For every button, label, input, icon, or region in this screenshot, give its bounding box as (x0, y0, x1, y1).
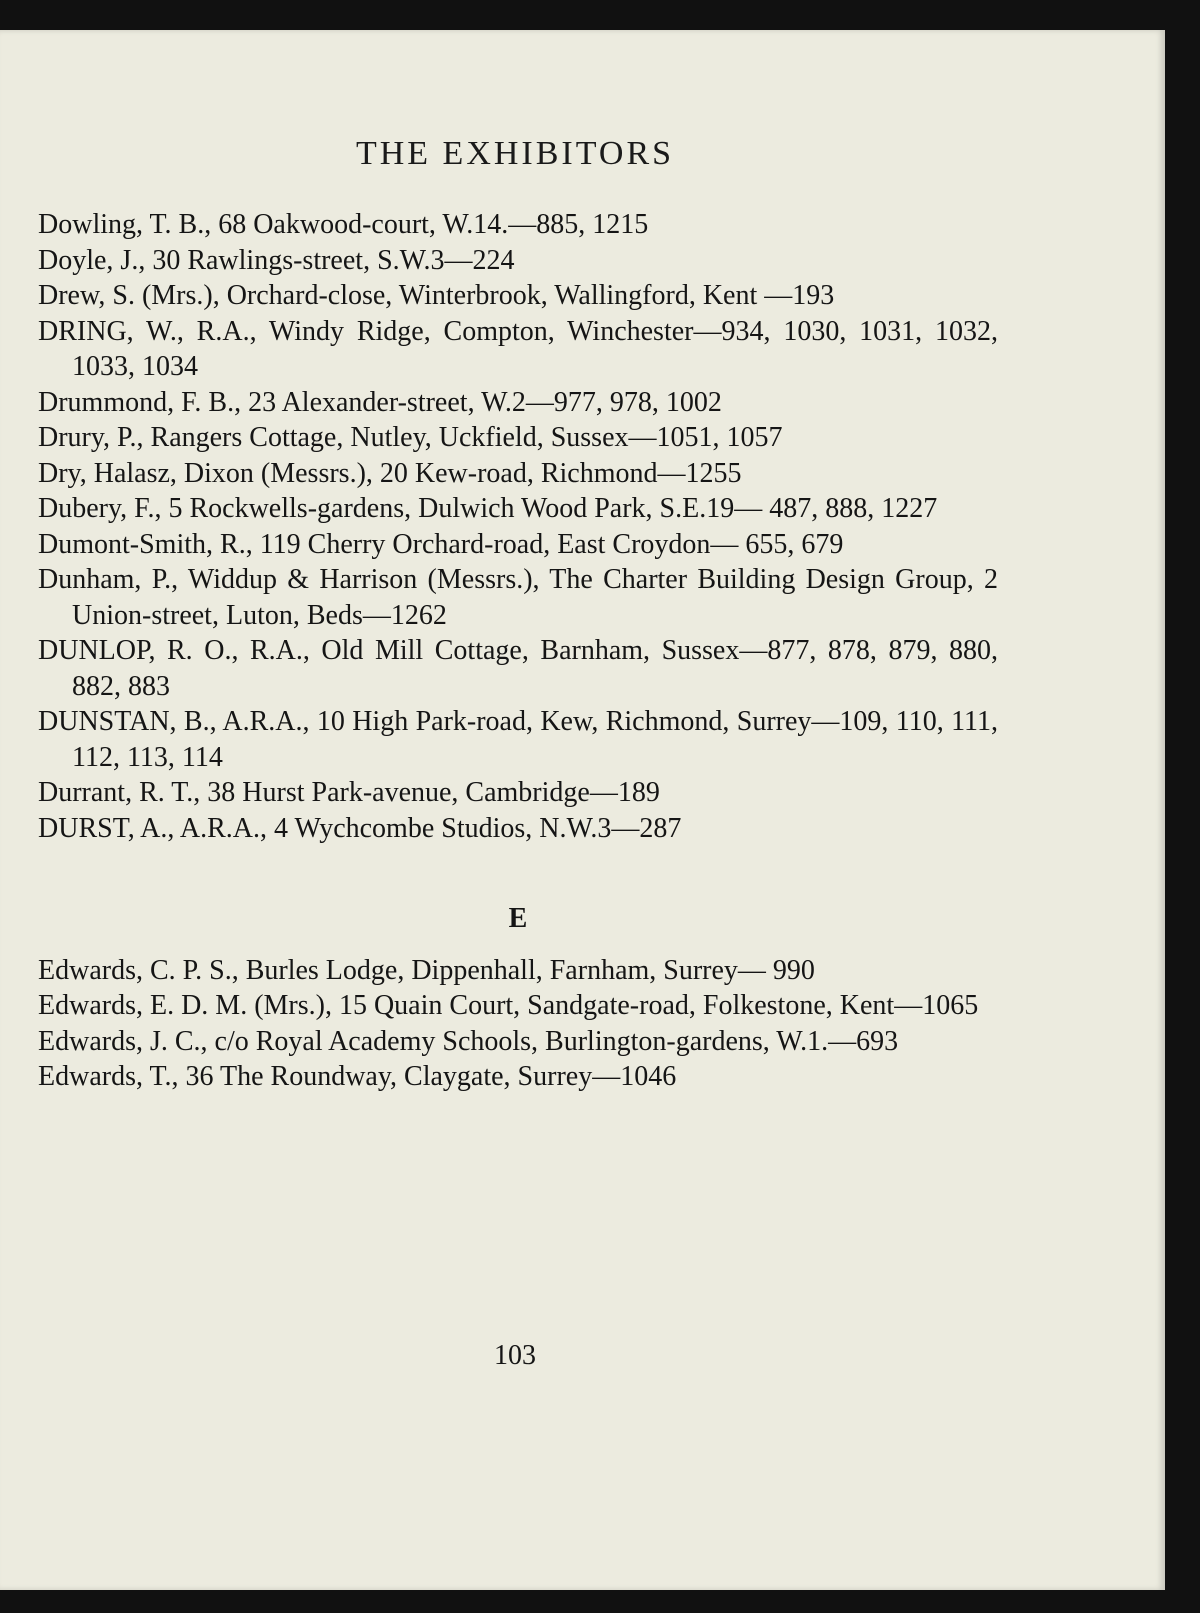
list-item: Drew, S. (Mrs.), Orchard-close, Winterbrook, Wallingford, Kent —193 (38, 280, 835, 311)
list-item: DUNLOP, R. O., R.A., Old Mill Cottage, Barnham, Sussex—877, 878, 879, 880, 882, 883 (38, 635, 998, 702)
exhibitor-list (38, 207, 998, 1095)
section-letter: E (508, 903, 528, 934)
list-item: Edwards, E. D. M. (Mrs.), 15 Quain Court, Sandgate-road, Folkestone, Kent—1065 (38, 990, 979, 1021)
list-item: Dunham, P., Widdup & Harrison (Messrs.), The Charter Building Design Group, 2 Union-street, Luton, Beds—1262 (38, 564, 998, 631)
list-item: Drury, P., Rangers Cottage, Nutley, Uckfield, Sussex—1051, 1057 (38, 422, 783, 453)
list-item: Dubery, F., 5 Rockwells-gardens, Dulwich Wood Park, S.E.19— 487, 888, 1227 (38, 493, 938, 524)
list-item: Dowling, T. B., 68 Oakwood-court, W.14.—885, 1215 (38, 209, 649, 240)
list-item: Edwards, J. C., c/o Royal Academy Schools, Burlington-gardens, W.1.—693 (38, 1025, 899, 1057)
page-number: 103 (494, 1340, 536, 1371)
list-item: Edwards, T., 36 The Roundway, Claygate, Surrey—1046 (38, 1061, 677, 1092)
list-item: DURST, A., A.R.A., 4 Wychcombe Studios, N.W.3—287 (38, 812, 682, 844)
page-title: THE EXHIBITORS (355, 135, 675, 172)
list-item: Dry, Halasz, Dixon (Messrs.), 20 Kew-road, Richmond—1255 (38, 457, 742, 489)
list-item: DUNSTAN, B., A.R.A., 10 High Park-road, Kew, Richmond, Surrey—109, 110, 111, 112, 113, 114 (38, 706, 998, 773)
list-item: Doyle, J., 30 Rawlings-street, S.W.3—224 (38, 244, 515, 276)
list-item: Edwards, C. P. S., Burles Lodge, Dippenhall, Farnham, Surrey— 990 (38, 954, 815, 986)
list-item: DRING, W., R.A., Windy Ridge, Compton, Winchester—934, 1030, 1031, 1032, 1033, 1034 (38, 315, 998, 382)
list-item: Durrant, R. T., 38 Hurst Park-avenue, Cambridge—189 (38, 777, 660, 808)
list-item: Dumont-Smith, R., 119 Cherry Orchard-road, East Croydon— 655, 679 (38, 528, 844, 560)
book-page (0, 30, 1165, 1590)
list-item: Drummond, F. B., 23 Alexander-street, W.2—977, 978, 1002 (38, 386, 722, 418)
